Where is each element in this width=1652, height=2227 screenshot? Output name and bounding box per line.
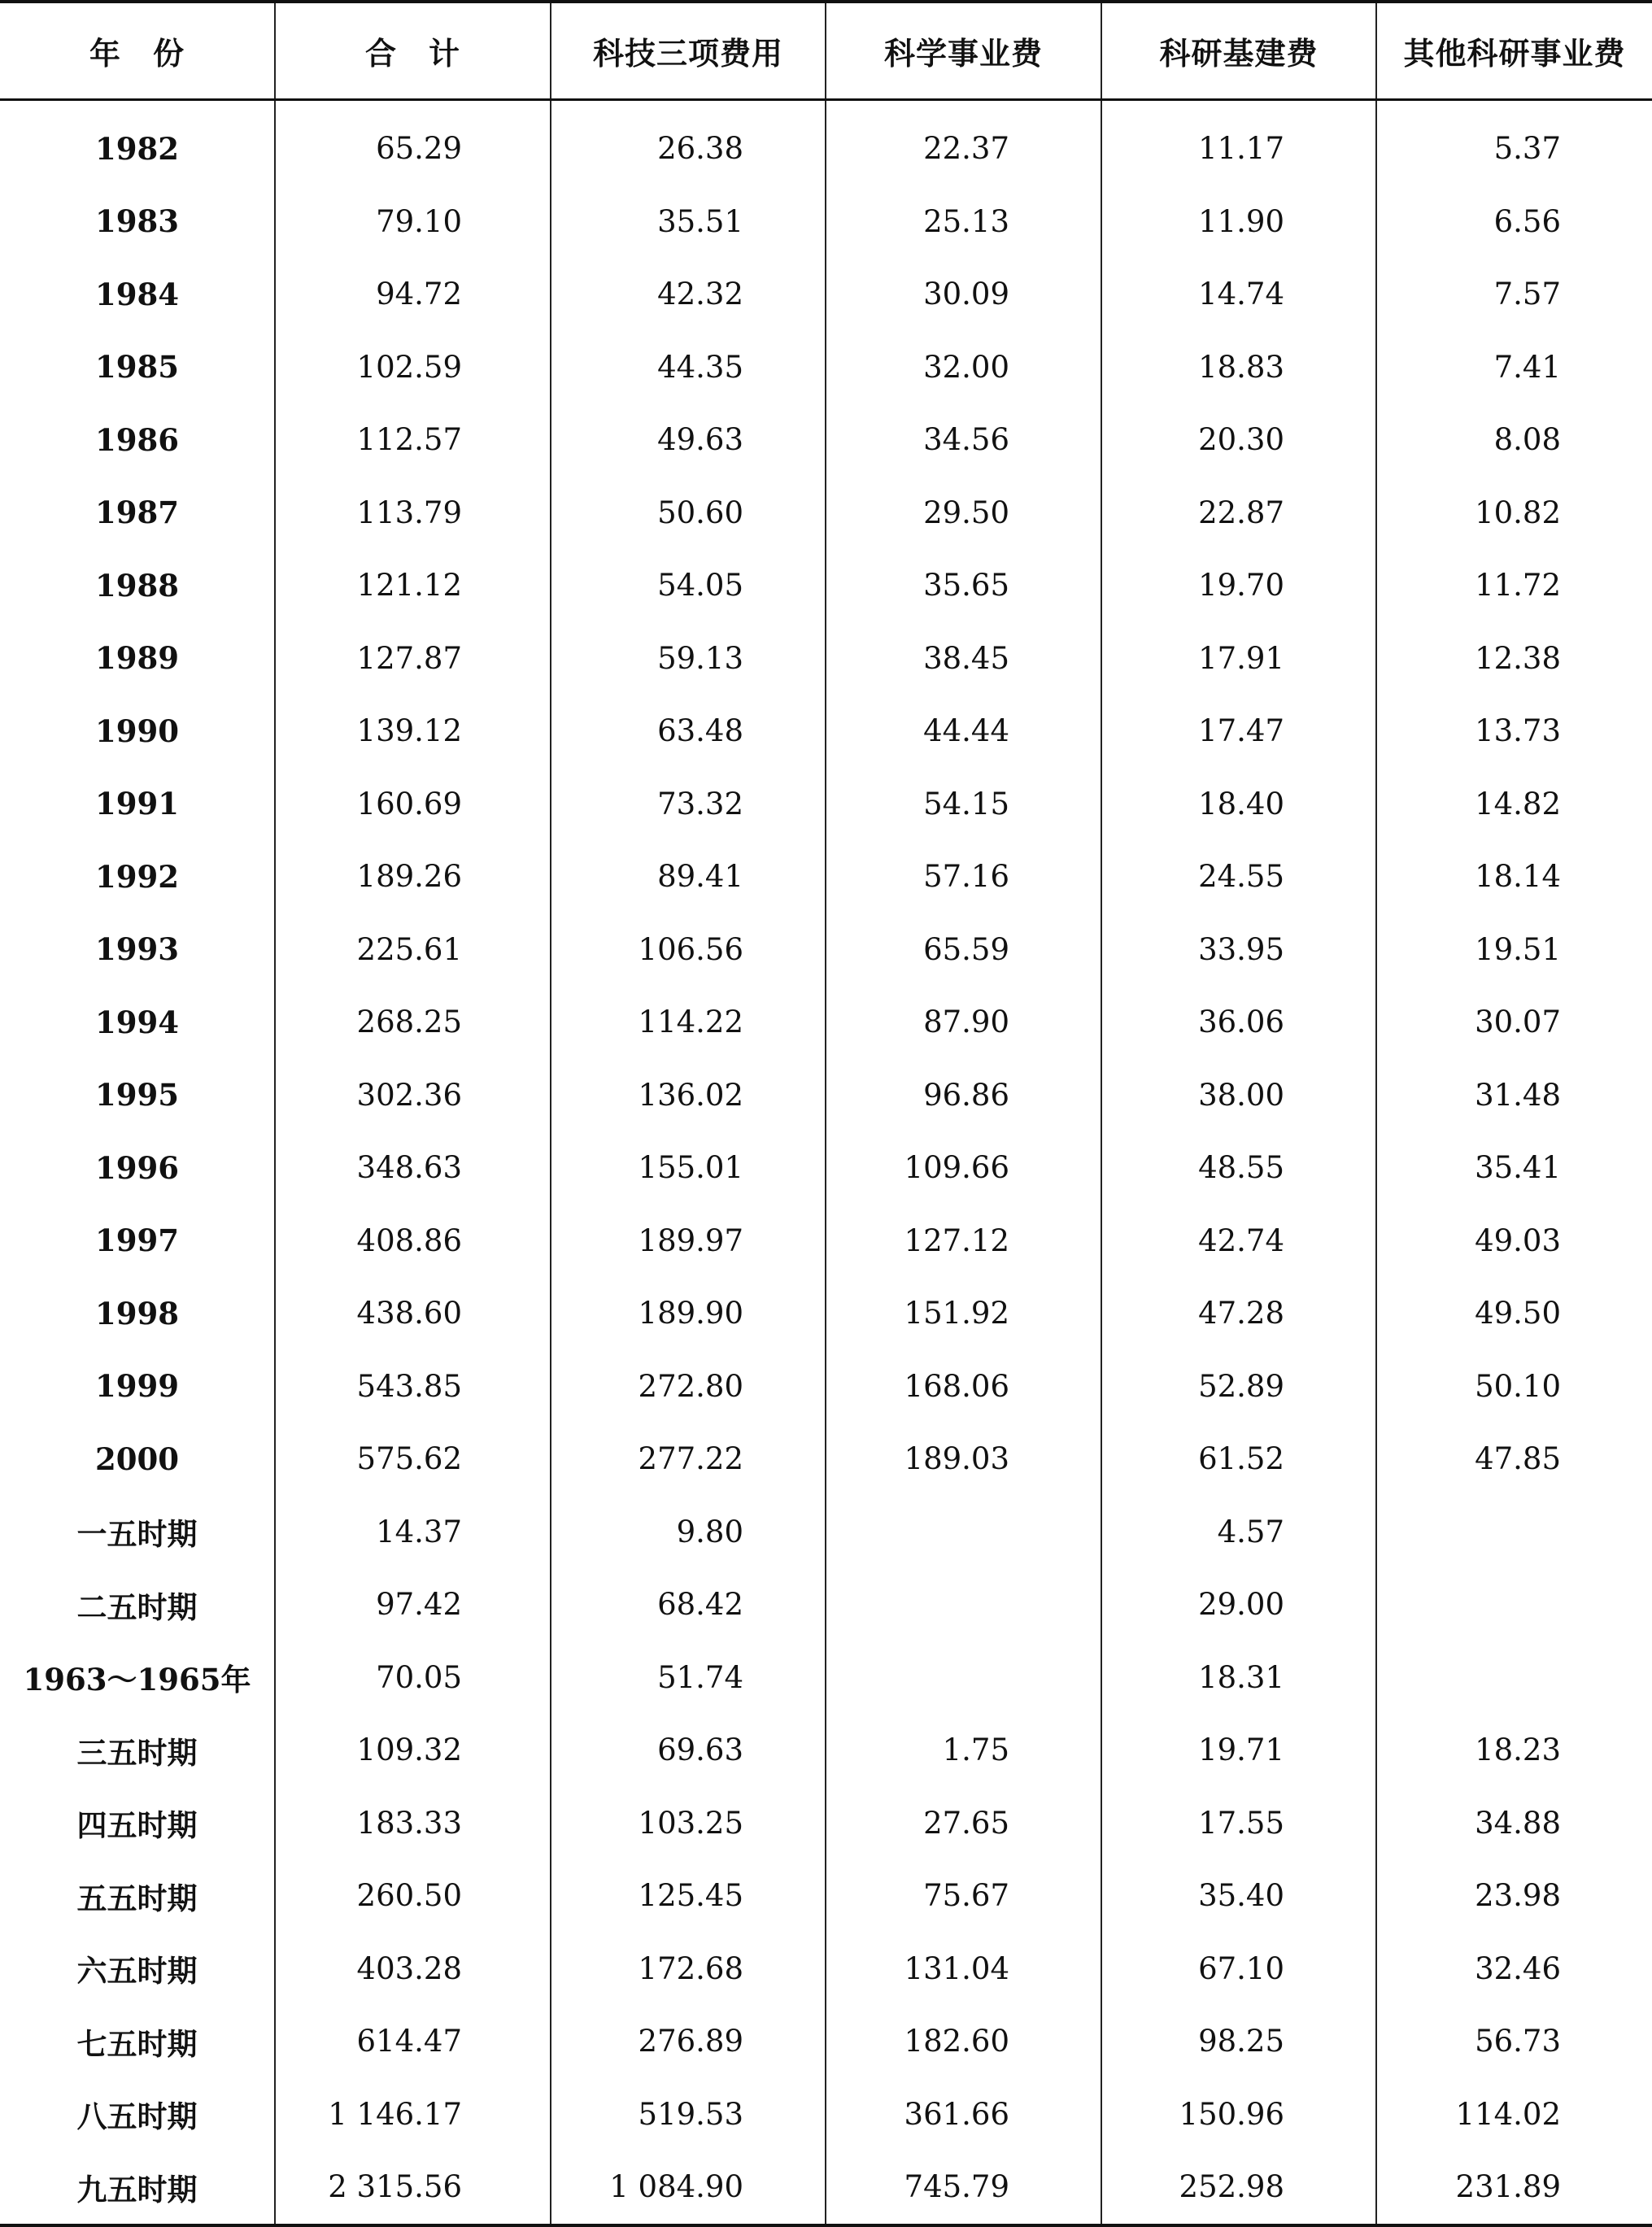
cell-other-research: 30.07: [1376, 986, 1652, 1059]
cell-science-undertaking: 745.79: [826, 2151, 1101, 2225]
cell-year: 1986: [0, 403, 275, 477]
cell-total: 403.28: [275, 1933, 551, 2006]
table-row: [0, 1787, 1652, 1860]
cell-science-undertaking: 22.37: [826, 100, 1101, 185]
cell-total: 160.69: [275, 768, 551, 841]
cell-sci-tech-three-items: 35.51: [551, 185, 826, 259]
cell-other-research: 47.85: [1376, 1423, 1652, 1496]
cell-year: 1994: [0, 986, 275, 1059]
cell-year: 1982: [0, 100, 275, 185]
cell-science-undertaking: 361.66: [826, 2078, 1101, 2151]
cell-total: 438.60: [275, 1277, 551, 1350]
cell-research-construction: 19.70: [1101, 549, 1376, 622]
cell-science-undertaking: 44.44: [826, 695, 1101, 768]
cell-science-undertaking: 35.65: [826, 549, 1101, 622]
table-row: [0, 1496, 1652, 1569]
cell-research-construction: 18.31: [1101, 1641, 1376, 1715]
table-row: [0, 622, 1652, 695]
cell-science-undertaking: 25.13: [826, 185, 1101, 259]
cell-sci-tech-three-items: 51.74: [551, 1641, 826, 1715]
cell-research-construction: 24.55: [1101, 840, 1376, 913]
cell-sci-tech-three-items: 69.63: [551, 1714, 826, 1787]
cell-year: 一五时期: [0, 1496, 275, 1569]
cell-total: 113.79: [275, 477, 551, 550]
cell-total: 2 315.56: [275, 2151, 551, 2225]
cell-sci-tech-three-items: 26.38: [551, 100, 826, 185]
table-row: [0, 185, 1652, 259]
cell-science-undertaking: 54.15: [826, 768, 1101, 841]
table-row: [0, 1277, 1652, 1350]
header-other-research: 其他科研事业费: [1376, 2, 1652, 100]
cell-sci-tech-three-items: 189.97: [551, 1205, 826, 1278]
cell-science-undertaking: 1.75: [826, 1714, 1101, 1787]
table-row: [0, 477, 1652, 550]
table-row: [0, 331, 1652, 404]
cell-total: 543.85: [275, 1350, 551, 1423]
cell-sci-tech-three-items: 73.32: [551, 768, 826, 841]
table-row: [0, 1933, 1652, 2006]
cell-sci-tech-three-items: 125.45: [551, 1859, 826, 1933]
cell-other-research: [1376, 1568, 1652, 1641]
cell-science-undertaking: 57.16: [826, 840, 1101, 913]
table-row: [0, 2151, 1652, 2225]
cell-science-undertaking: 168.06: [826, 1350, 1101, 1423]
cell-other-research: 49.03: [1376, 1205, 1652, 1278]
cell-research-construction: 19.71: [1101, 1714, 1376, 1787]
cell-research-construction: 42.74: [1101, 1205, 1376, 1278]
table-row: [0, 913, 1652, 987]
cell-sci-tech-three-items: 9.80: [551, 1496, 826, 1569]
cell-science-undertaking: 189.03: [826, 1423, 1101, 1496]
cell-total: 614.47: [275, 2005, 551, 2078]
table-row: [0, 1205, 1652, 1278]
table-row: [0, 1568, 1652, 1641]
cell-total: 408.86: [275, 1205, 551, 1278]
cell-research-construction: 48.55: [1101, 1131, 1376, 1205]
cell-sci-tech-three-items: 89.41: [551, 840, 826, 913]
cell-year: 七五时期: [0, 2005, 275, 2078]
cell-total: 268.25: [275, 986, 551, 1059]
cell-science-undertaking: 32.00: [826, 331, 1101, 404]
cell-total: 1 146.17: [275, 2078, 551, 2151]
cell-sci-tech-three-items: 63.48: [551, 695, 826, 768]
cell-research-construction: 11.90: [1101, 185, 1376, 259]
cell-science-undertaking: [826, 1568, 1101, 1641]
cell-year: 1984: [0, 258, 275, 331]
cell-other-research: 8.08: [1376, 403, 1652, 477]
cell-research-construction: 18.40: [1101, 768, 1376, 841]
cell-sci-tech-three-items: 106.56: [551, 913, 826, 987]
table-row: [0, 768, 1652, 841]
cell-sci-tech-three-items: 49.63: [551, 403, 826, 477]
cell-other-research: 11.72: [1376, 549, 1652, 622]
table-row: [0, 1423, 1652, 1496]
table-row: [0, 2078, 1652, 2151]
cell-year: 1989: [0, 622, 275, 695]
cell-other-research: 49.50: [1376, 1277, 1652, 1350]
cell-total: 225.61: [275, 913, 551, 987]
cell-other-research: 50.10: [1376, 1350, 1652, 1423]
table-row: [0, 100, 1652, 185]
cell-year: 1983: [0, 185, 275, 259]
cell-science-undertaking: 127.12: [826, 1205, 1101, 1278]
cell-total: 127.87: [275, 622, 551, 695]
cell-sci-tech-three-items: 276.89: [551, 2005, 826, 2078]
cell-year: 1985: [0, 331, 275, 404]
cell-year: 1998: [0, 1277, 275, 1350]
table-row: [0, 1350, 1652, 1423]
cell-year: 二五时期: [0, 1568, 275, 1641]
cell-other-research: 31.48: [1376, 1059, 1652, 1132]
cell-sci-tech-three-items: 155.01: [551, 1131, 826, 1205]
table-row: [0, 840, 1652, 913]
cell-other-research: [1376, 1496, 1652, 1569]
table-row: [0, 403, 1652, 477]
table-row: [0, 695, 1652, 768]
cell-research-construction: 14.74: [1101, 258, 1376, 331]
cell-research-construction: 150.96: [1101, 2078, 1376, 2151]
cell-research-construction: 20.30: [1101, 403, 1376, 477]
cell-sci-tech-three-items: 114.22: [551, 986, 826, 1059]
cell-research-construction: 36.06: [1101, 986, 1376, 1059]
cell-research-construction: 18.83: [1101, 331, 1376, 404]
cell-science-undertaking: 30.09: [826, 258, 1101, 331]
cell-other-research: 7.41: [1376, 331, 1652, 404]
cell-total: 94.72: [275, 258, 551, 331]
cell-science-undertaking: 75.67: [826, 1859, 1101, 1933]
cell-year: 1995: [0, 1059, 275, 1132]
cell-research-construction: 38.00: [1101, 1059, 1376, 1132]
cell-total: 97.42: [275, 1568, 551, 1641]
cell-total: 260.50: [275, 1859, 551, 1933]
cell-research-construction: 67.10: [1101, 1933, 1376, 2006]
cell-total: 70.05: [275, 1641, 551, 1715]
cell-sci-tech-three-items: 50.60: [551, 477, 826, 550]
table-row: [0, 2005, 1652, 2078]
header-row: [0, 2, 1652, 100]
cell-research-construction: 22.87: [1101, 477, 1376, 550]
cell-total: 102.59: [275, 331, 551, 404]
cell-research-construction: 33.95: [1101, 913, 1376, 987]
cell-total: 575.62: [275, 1423, 551, 1496]
table-row: [0, 549, 1652, 622]
header-total: 合 计: [275, 2, 551, 100]
cell-other-research: 5.37: [1376, 100, 1652, 185]
cell-year: 三五时期: [0, 1714, 275, 1787]
cell-total: 121.12: [275, 549, 551, 622]
cell-year: 1992: [0, 840, 275, 913]
cell-year: 六五时期: [0, 1933, 275, 2006]
cell-science-undertaking: 65.59: [826, 913, 1101, 987]
cell-science-undertaking: 38.45: [826, 622, 1101, 695]
table-row: [0, 986, 1652, 1059]
cell-research-construction: 17.91: [1101, 622, 1376, 695]
table-header: [0, 2, 1652, 100]
cell-science-undertaking: 27.65: [826, 1787, 1101, 1860]
cell-year: 八五时期: [0, 2078, 275, 2151]
cell-sci-tech-three-items: 519.53: [551, 2078, 826, 2151]
cell-total: 139.12: [275, 695, 551, 768]
header-science-undertaking: 科学事业费: [826, 2, 1101, 100]
table-row: [0, 1714, 1652, 1787]
cell-research-construction: 4.57: [1101, 1496, 1376, 1569]
cell-other-research: 56.73: [1376, 2005, 1652, 2078]
header-research-construction: 科研基建费: [1101, 2, 1376, 100]
table-row: [0, 1059, 1652, 1132]
cell-science-undertaking: 182.60: [826, 2005, 1101, 2078]
table-row: [0, 1131, 1652, 1205]
cell-other-research: 10.82: [1376, 477, 1652, 550]
cell-total: 189.26: [275, 840, 551, 913]
cell-sci-tech-three-items: 42.32: [551, 258, 826, 331]
cell-sci-tech-three-items: 44.35: [551, 331, 826, 404]
cell-sci-tech-three-items: 68.42: [551, 1568, 826, 1641]
cell-sci-tech-three-items: 54.05: [551, 549, 826, 622]
header-year: 年 份: [0, 2, 275, 100]
cell-sci-tech-three-items: 136.02: [551, 1059, 826, 1132]
cell-science-undertaking: [826, 1641, 1101, 1715]
cell-research-construction: 98.25: [1101, 2005, 1376, 2078]
cell-science-undertaking: 87.90: [826, 986, 1101, 1059]
cell-year: 1999: [0, 1350, 275, 1423]
table-row: [0, 1859, 1652, 1933]
cell-year: 1991: [0, 768, 275, 841]
cell-other-research: 19.51: [1376, 913, 1652, 987]
cell-sci-tech-three-items: 277.22: [551, 1423, 826, 1496]
cell-total: 14.37: [275, 1496, 551, 1569]
cell-other-research: 114.02: [1376, 2078, 1652, 2151]
cell-year: 1963～1965年: [0, 1641, 275, 1715]
cell-other-research: 34.88: [1376, 1787, 1652, 1860]
cell-total: 112.57: [275, 403, 551, 477]
cell-research-construction: 35.40: [1101, 1859, 1376, 1933]
cell-research-construction: 17.47: [1101, 695, 1376, 768]
cell-research-construction: 17.55: [1101, 1787, 1376, 1860]
cell-year: 2000: [0, 1423, 275, 1496]
cell-science-undertaking: [826, 1496, 1101, 1569]
cell-research-construction: 11.17: [1101, 100, 1376, 185]
cell-sci-tech-three-items: 172.68: [551, 1933, 826, 2006]
cell-year: 四五时期: [0, 1787, 275, 1860]
cell-research-construction: 47.28: [1101, 1277, 1376, 1350]
cell-other-research: 6.56: [1376, 185, 1652, 259]
cell-other-research: 13.73: [1376, 695, 1652, 768]
header-sci-tech-three-items: 科技三项费用: [551, 2, 826, 100]
cell-science-undertaking: 131.04: [826, 1933, 1101, 2006]
cell-sci-tech-three-items: 103.25: [551, 1787, 826, 1860]
cell-science-undertaking: 29.50: [826, 477, 1101, 550]
cell-year: 九五时期: [0, 2151, 275, 2225]
cell-total: 109.32: [275, 1714, 551, 1787]
cell-other-research: 18.23: [1376, 1714, 1652, 1787]
cell-year: 1987: [0, 477, 275, 550]
cell-other-research: 32.46: [1376, 1933, 1652, 2006]
cell-other-research: 35.41: [1376, 1131, 1652, 1205]
cell-year: 1990: [0, 695, 275, 768]
cell-science-undertaking: 34.56: [826, 403, 1101, 477]
table-row: [0, 1641, 1652, 1715]
cell-sci-tech-three-items: 59.13: [551, 622, 826, 695]
cell-science-undertaking: 109.66: [826, 1131, 1101, 1205]
cell-other-research: 23.98: [1376, 1859, 1652, 1933]
cell-year: 五五时期: [0, 1859, 275, 1933]
cell-year: 1997: [0, 1205, 275, 1278]
cell-science-undertaking: 151.92: [826, 1277, 1101, 1350]
cell-other-research: 14.82: [1376, 768, 1652, 841]
cell-other-research: 18.14: [1376, 840, 1652, 913]
cell-research-construction: 252.98: [1101, 2151, 1376, 2225]
cell-research-construction: 52.89: [1101, 1350, 1376, 1423]
cell-other-research: 231.89: [1376, 2151, 1652, 2225]
cell-sci-tech-three-items: 1 084.90: [551, 2151, 826, 2225]
cell-sci-tech-three-items: 272.80: [551, 1350, 826, 1423]
table-body: [0, 100, 1652, 2225]
cell-total: 79.10: [275, 185, 551, 259]
cell-science-undertaking: 96.86: [826, 1059, 1101, 1132]
cell-year: 1988: [0, 549, 275, 622]
cell-other-research: 12.38: [1376, 622, 1652, 695]
cell-other-research: 7.57: [1376, 258, 1652, 331]
cell-year: 1996: [0, 1131, 275, 1205]
cell-year: 1993: [0, 913, 275, 987]
cell-total: 183.33: [275, 1787, 551, 1860]
cell-research-construction: 61.52: [1101, 1423, 1376, 1496]
cell-sci-tech-three-items: 189.90: [551, 1277, 826, 1350]
cell-research-construction: 29.00: [1101, 1568, 1376, 1641]
cell-other-research: [1376, 1641, 1652, 1715]
cell-total: 65.29: [275, 100, 551, 185]
table-row: [0, 258, 1652, 331]
cell-total: 348.63: [275, 1131, 551, 1205]
cell-total: 302.36: [275, 1059, 551, 1132]
